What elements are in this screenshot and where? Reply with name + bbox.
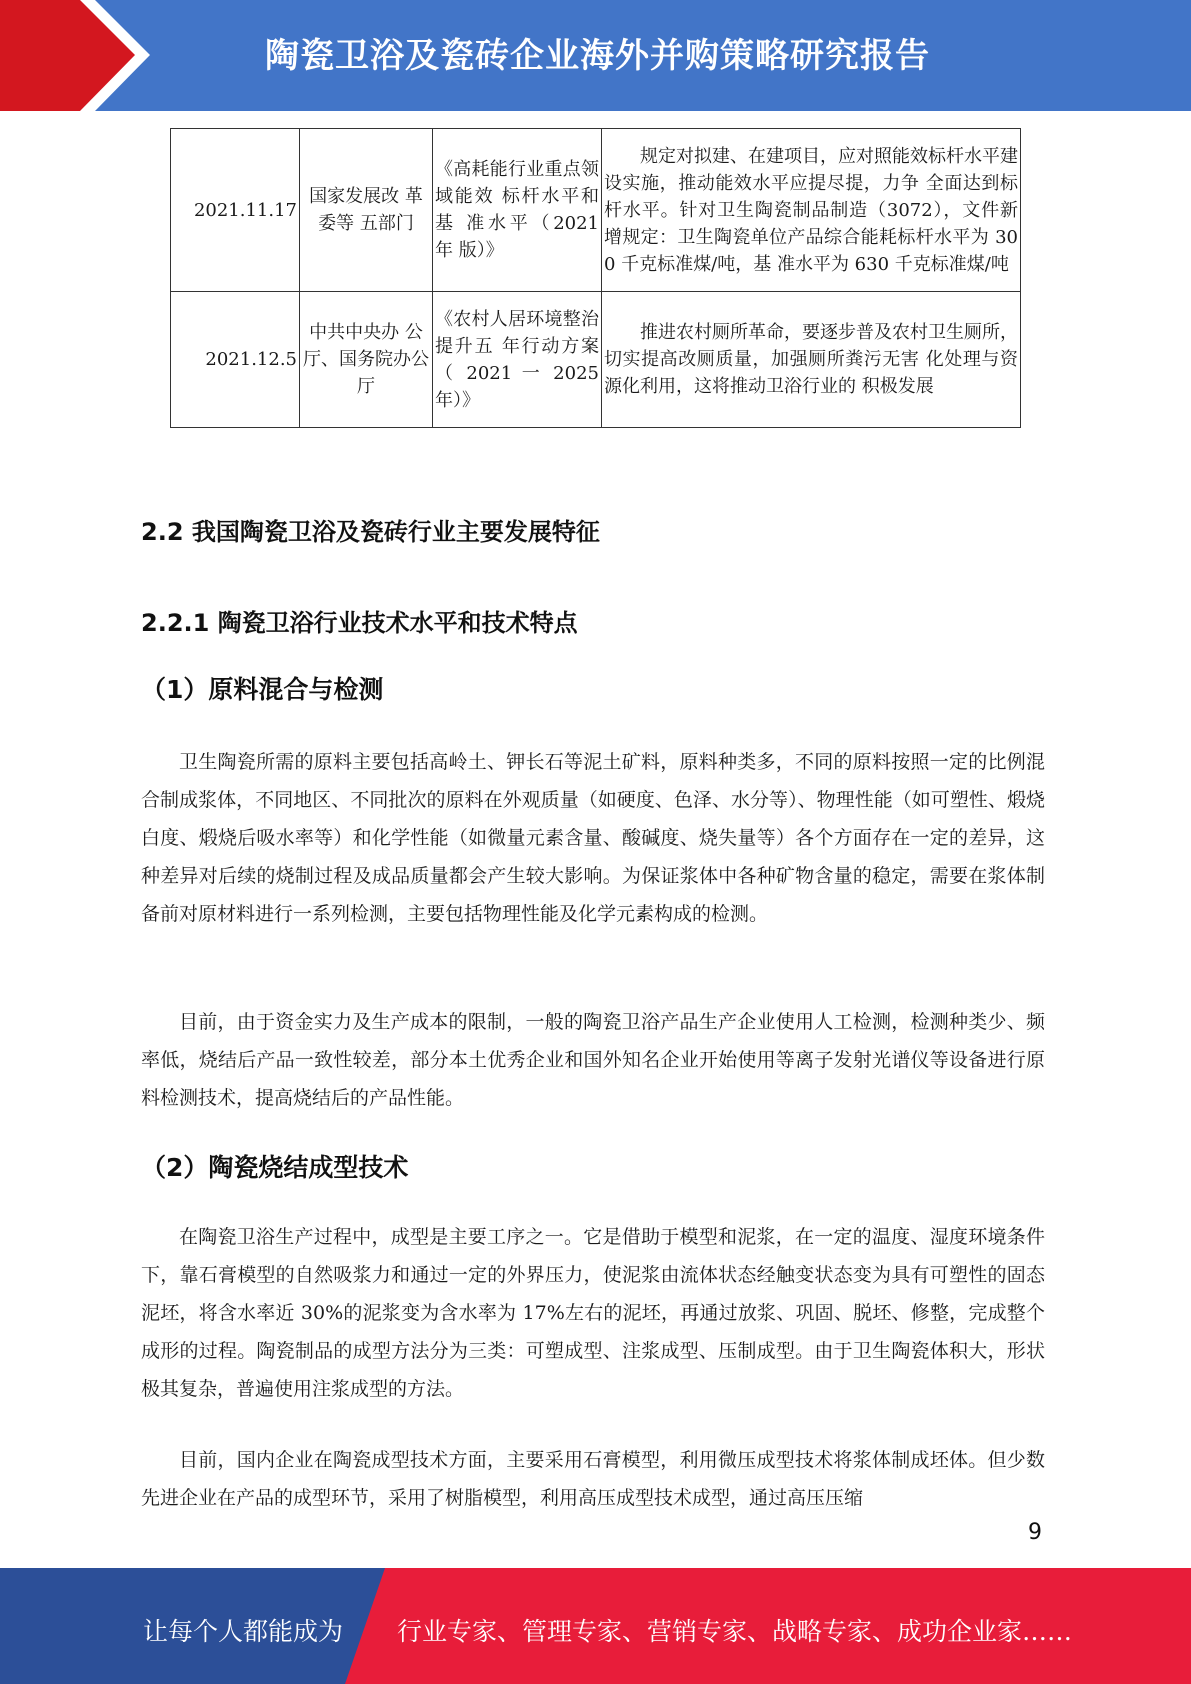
table-row [171,129,1021,292]
body-paragraph: 目前，由于资金实力及生产成本的限制，一般的陶瓷卫浴产品生产企业使用人工检测，检测种类少、频率低，烧结后产品一致性较差，部分本土优秀企业和国外知名企业开始使用等离子发射光谱仪等设备进行原料检测技术，提高烧结后的产品性能。 [141,1011,1045,1109]
content-text: 推进农村厕所革命，要逐步普及农村卫生厕所，切实提高改厕质量，加强厕所粪污无害 化处理与资源化利用，这将推动卫浴行业的 积极发展 [604,322,1018,397]
report-title: 陶瓷卫浴及瓷砖企业海外并购策略研究报告 [265,36,930,76]
header-banner [0,0,1191,111]
content-cell [602,292,1021,428]
footer-banner [0,1568,1191,1684]
page-number: 9 [1028,1520,1042,1545]
body-paragraph: 卫生陶瓷所需的原料主要包括高岭土、钾长石等泥土矿料，原料种类多，不同的原料按照一定的比例混合制成浆体，不同地区、不同批次的原料在外观质量（如硬度、色泽、水分等）、物理性能（如可塑性、煅烧白度、煅烧后吸水率等）和化学性能（如微量元素含量、酸碱度、烧失量等）各个方面存在一定的差异，这种差异对后续的烧制过程及成品质量都会产生较大影响。为保证浆体中各种矿物含量的稳定，需要在浆体制备前对原材料进行一系列检测，主要包括物理性能及化学元素构成的检测。 [141,751,1045,925]
department-cell: 中共中央办 公厅、国务院办公厅 [300,292,433,428]
chevron-arrow-icon [0,0,150,111]
table-row [171,292,1021,428]
topic-heading: （2）陶瓷烧结成型技术 [141,1153,409,1182]
content-text: 规定对拟建、在建项目，应对照能效标杆水平建设实施，推动能效水平应提尽提，力争 全面达到标杆水平。针对卫生陶瓷制品制造（3072），文件新增规定：卫生陶瓷单位产品综合能耗标杆水平为 300 千克标准煤/吨，基 准水平为 630 千克标准煤/吨 [604,145,1018,275]
section-heading: 2.2 我国陶瓷卫浴及瓷砖行业主要发展特征 [141,518,600,546]
content-cell [602,129,1021,292]
body-paragraph: 在陶瓷卫浴生产过程中，成型是主要工序之一。它是借助于模型和泥浆，在一定的温度、湿度环境条件下，靠石膏模型的自然吸浆力和通过一定的外界压力，使泥浆由流体状态经触变状态变为具有可塑性的固态泥坯，将含水率近 30%的泥浆变为含水率为 17%左右的泥坯，再通过放浆、巩固、脱坯、修整，完成整个成形的过程。陶瓷制品的成型方法分为三类：可塑成型、注浆成型、压制成型。由于卫生陶瓷体积大，形状极其复杂，普遍使用注浆成型的方法。 [141,1226,1045,1400]
document-cell: 《高耗能行业重点领域能效 标杆水平和基 准水平（2021 年 版）》 [433,129,602,292]
date-cell: 2021.11.17 [171,129,300,292]
footer-slogan-left: 让每个人都能成为 [143,1617,344,1646]
date-cell: 2021.12.5 [171,292,300,428]
subsection-heading: 2.2.1 陶瓷卫浴行业技术水平和技术特点 [141,609,578,637]
department-cell: 国家发展改 革委等 五部门 [300,129,433,292]
policy-table [170,128,1021,428]
body-paragraph: 目前，国内企业在陶瓷成型技术方面，主要采用石膏模型，利用微压成型技术将浆体制成坯体。但少数先进企业在产品的成型环节，采用了树脂模型，利用高压成型技术成型，通过高压压缩 [141,1449,1045,1509]
topic-heading: （1）原料混合与检测 [141,675,384,704]
footer-slogan-right: 行业专家、管理专家、营销专家、战略专家、成功企业家…… [397,1617,1073,1646]
document-cell: 《农村人居环境整治提升五 年行动方案（ 2021 一 2025 年）》 [433,292,602,428]
